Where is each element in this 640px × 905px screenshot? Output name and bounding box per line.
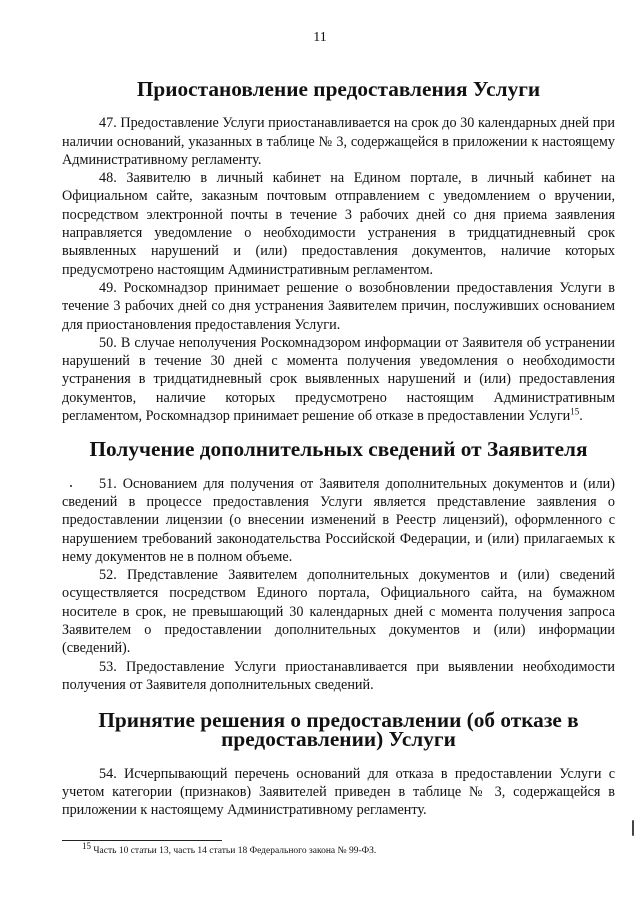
footnote-15 xyxy=(62,840,615,857)
scan-speck xyxy=(70,485,72,487)
document-body xyxy=(62,77,615,857)
paragraph-50-end: . xyxy=(579,408,583,425)
paragraph-53: 53. Предоставление Услуги приостанавливается при выявлении необходимости получения от Заявителя дополнительных сведений. xyxy=(62,658,615,693)
footnote-text: Часть 10 статьи 13, часть 14 статьи 18 Федерального закона № 99-ФЗ. xyxy=(91,845,377,856)
section-heading-additional-info: Получение дополнительных сведений от Заявителя xyxy=(89,437,588,462)
scan-speck xyxy=(632,820,634,836)
paragraph-47: 47. Предоставление Услуги приостанавливается на срок до 30 календарных дней при наличии оснований, указанных в таблице № 3, содержащейся в приложении к настоящему Административному регламенту. xyxy=(62,115,615,168)
section-heading-suspension: Приостановление предоставления Услуги xyxy=(136,77,541,101)
paragraph-48: 48. Заявителю в личный кабинет на Едином портале, в личный кабинет на Официальном сайте, заказным почтовым отправлением с уведомлением о вручении, посредством электронной почты в течение 3 рабочих дней со дня приема заявления направляется уведомление о необходимости устранения в тридцатидневный срок выявленных нарушений и (или) предоставления документов, наличие которых предусмотрено настоящим Административным регламентом. xyxy=(62,170,615,278)
paragraph-50-text: 50. В случае неполучения Роскомнадзором информации от Заявителя об устранении нарушений в течение 30 дней с момента получения уведомления о необходимости устранения в тридцатидневный срок выявленных нарушений и (или) предоставления документов, наличие которых предусмотрено настоящим Административным регламентом, Роскомнадзор принимает решение об отказе в предоставлении Услуги xyxy=(62,334,615,425)
footnote-ref-15[interactable]: 15 xyxy=(570,406,580,417)
page-number: 11 xyxy=(313,30,327,45)
paragraph-51: 51. Основанием для получения от Заявителя дополнительных документов и (или) сведений в процессе предоставления Услуги является представление заявления о предоставлении лицензии (о внесении изменений в Реестр лицензий), оформленного с нарушением требований законодательства Российской Федерации, и (или) прилагаемых к нему документов не в полном объеме. xyxy=(62,475,615,565)
paragraph-49: 49. Роскомнадзор принимает решение о возобновлении предоставления Услуги в течение 3 рабочих дней со дня устранения Заявителем причин, послуживших основанием для приостановления предоставления Услуги. xyxy=(62,279,615,333)
section-heading-decision: Принятие решения о предоставлении (об отказе в предоставлении) Услуги xyxy=(98,708,579,751)
paragraph-54: 54. Исчерпывающий перечень оснований для отказа в предоставлении Услуги с учетом категории (признаков) Заявителей приведен в таблице № 3, содержащейся в приложении к настоящему Административному регламенту. xyxy=(62,765,615,819)
paragraph-52: 52. Представление Заявителем дополнительных документов и (или) сведений осуществляется посредством Единого портала, Официального сайта, на бумажном носителе в срок, не превышающий 30 календарных дней с момента получения запроса Заявителем о предоставлении дополнительных документов и (или) информации (сведений). xyxy=(62,567,615,657)
footnote-mark: 15 xyxy=(82,840,91,851)
paragraph-50 xyxy=(62,334,615,425)
